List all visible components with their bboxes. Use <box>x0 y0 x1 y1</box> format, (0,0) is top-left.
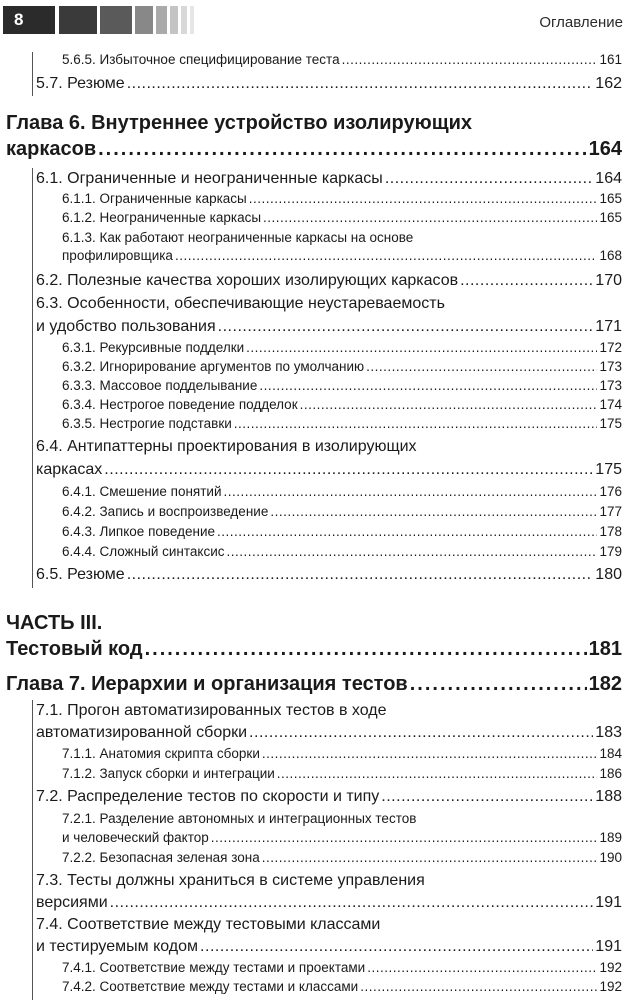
toc-entry[interactable] <box>62 766 622 781</box>
entry-page: 172 <box>599 340 622 355</box>
entry-title: 6.2. Полезные качества хороших изолирующих каркасов <box>36 272 459 289</box>
entry-title: 6.4.1. Смешение понятий <box>62 484 222 499</box>
entry-page: 173 <box>599 378 622 393</box>
header-bar-4 <box>156 6 167 34</box>
toc-entry[interactable] <box>62 397 622 412</box>
leader-dots <box>259 378 597 393</box>
leader-dots <box>104 461 593 479</box>
leader-dots <box>227 544 598 559</box>
entry-title: и тестируемым кодом <box>36 938 199 955</box>
entry-title: 6.4.3. Липкое поведение <box>62 524 216 539</box>
header-bar-1 <box>59 6 97 34</box>
entry-page: 192 <box>599 960 622 975</box>
leader-dots <box>249 724 593 742</box>
leader-dots <box>127 566 594 584</box>
toc-entry[interactable] <box>62 340 622 355</box>
entry-title: 6.1. Ограниченные и неограниченные каркасы <box>36 170 383 187</box>
leader-dots <box>381 788 593 806</box>
leader-dots <box>224 484 598 499</box>
toc-entry[interactable] <box>62 544 622 559</box>
entry-title: 5.6.5. Избыточное специфицирование теста <box>62 52 340 67</box>
leader-dots <box>300 397 598 412</box>
entry-page: 183 <box>595 724 622 741</box>
entry-page: 162 <box>595 75 622 92</box>
entry-page: 161 <box>599 52 622 67</box>
entry-title: каркасов <box>6 138 97 160</box>
toc-part-entry[interactable] <box>6 638 622 661</box>
entry-page: 164 <box>595 170 622 187</box>
toc-entry[interactable] <box>62 504 622 519</box>
indent-rule-3 <box>32 700 33 1000</box>
entry-title-line1[interactable]: 6.1.3. Как работают неограниченные каркасы на основе <box>62 230 414 245</box>
toc-entry[interactable] <box>62 52 622 67</box>
leader-dots <box>367 960 597 975</box>
leader-dots <box>110 894 594 912</box>
leader-dots <box>262 850 598 865</box>
toc-entry[interactable] <box>62 524 622 539</box>
entry-page: 181 <box>588 638 622 660</box>
entry-title: Тестовый код <box>6 638 143 660</box>
entry-title: 6.5. Резюме <box>36 566 125 583</box>
toc-entry[interactable] <box>62 830 622 845</box>
entry-page: 165 <box>599 210 622 225</box>
toc-chapter-entry[interactable] <box>6 673 622 696</box>
entry-title: автоматизированной сборки <box>36 724 248 741</box>
leader-dots <box>127 75 594 93</box>
entry-title: 6.3.5. Нестрогие подставки <box>62 416 232 431</box>
part-title-line1[interactable]: ЧАСТЬ III. <box>6 612 103 634</box>
entry-title: 6.3.1. Рекурсивные подделки <box>62 340 245 355</box>
leader-dots <box>98 138 587 161</box>
entry-page: 175 <box>599 416 622 431</box>
toc-entry[interactable] <box>62 960 622 975</box>
entry-page: 176 <box>599 484 622 499</box>
entry-title: 7.2. Распределение тестов по скорости и типу <box>36 788 380 805</box>
toc-entry[interactable] <box>62 210 622 225</box>
leader-dots <box>385 170 593 188</box>
leader-dots <box>234 416 598 431</box>
entry-title: Глава 7. Иерархии и организация тестов <box>6 673 408 695</box>
entry-title: 6.3.3. Массовое подделывание <box>62 378 258 393</box>
page-number: 8 <box>3 6 55 34</box>
toc-chapter-entry[interactable] <box>6 138 622 161</box>
entry-page: 165 <box>599 191 622 206</box>
entry-page: 188 <box>595 788 622 805</box>
toc-entry[interactable] <box>62 850 622 865</box>
entry-title: 6.3.2. Игнорирование аргументов по умолчанию <box>62 359 365 374</box>
entry-page: 175 <box>595 461 622 478</box>
toc-entry[interactable] <box>36 461 622 479</box>
leader-dots <box>366 359 597 374</box>
entry-page: 168 <box>599 248 622 263</box>
header-bar-7 <box>190 6 194 34</box>
leader-dots <box>262 746 598 761</box>
entry-title: 6.1.2. Неограниченные каркасы <box>62 210 262 225</box>
entry-title: 6.4.4. Сложный синтаксис <box>62 544 225 559</box>
entry-title: 6.4.2. Запись и воспроизведение <box>62 504 269 519</box>
leader-dots <box>460 272 593 290</box>
toc-entry[interactable] <box>62 979 622 994</box>
indent-rule-1 <box>32 52 33 96</box>
entry-title-line1[interactable]: 6.4. Антипаттерны проектирования в изолирующих <box>36 438 417 455</box>
entry-page: 186 <box>599 766 622 781</box>
entry-page: 190 <box>599 850 622 865</box>
toc-entry[interactable] <box>36 566 622 584</box>
toc-entry[interactable] <box>62 416 622 431</box>
leader-dots <box>249 191 598 206</box>
entry-page: 179 <box>599 544 622 559</box>
toc-entry[interactable] <box>62 484 622 499</box>
entry-title: 7.4.1. Соответствие между тестами и проектами <box>62 960 366 975</box>
entry-page: 178 <box>599 524 622 539</box>
toc-entry[interactable] <box>36 724 622 742</box>
leader-dots <box>277 766 598 781</box>
toc-entry[interactable] <box>36 318 622 336</box>
entry-title: профилировщика <box>62 248 173 263</box>
toc-entry[interactable] <box>36 894 622 912</box>
entry-page: 192 <box>599 979 622 994</box>
entry-page: 189 <box>599 830 622 845</box>
indent-rule-2 <box>32 168 33 588</box>
leader-dots <box>218 318 594 336</box>
entry-page: 174 <box>599 397 622 412</box>
leader-dots <box>145 638 587 661</box>
toc-entry[interactable] <box>36 272 622 290</box>
toc-entry[interactable] <box>36 938 622 956</box>
entry-title: 7.4.2. Соответствие между тестами и классами <box>62 979 359 994</box>
entry-title: 7.1.2. Запуск сборки и интеграции <box>62 766 275 781</box>
entry-page: 164 <box>588 138 622 160</box>
header-bar-6 <box>181 6 187 34</box>
leader-dots <box>246 340 597 355</box>
entry-page: 182 <box>588 673 622 695</box>
entry-page: 191 <box>595 938 622 955</box>
leader-dots <box>270 504 597 519</box>
entry-page: 184 <box>599 746 622 761</box>
entry-page: 191 <box>595 894 622 911</box>
toc-entry[interactable] <box>62 191 622 206</box>
entry-page: 173 <box>599 359 622 374</box>
toc-entry[interactable] <box>36 788 622 806</box>
entry-title-line1[interactable]: 7.4. Соответствие между тестовыми классами <box>36 916 381 933</box>
entry-page: 171 <box>595 318 622 335</box>
leader-dots <box>200 938 593 956</box>
leader-dots <box>263 210 597 225</box>
entry-page: 177 <box>599 504 622 519</box>
entry-title: и человеческий фактор <box>62 830 209 845</box>
header-bar-3 <box>135 6 153 34</box>
toc-entry[interactable] <box>62 378 622 393</box>
header-bar-2 <box>100 6 132 34</box>
entry-title-line1[interactable]: 7.2.1. Разделение автономных и интеграционных тестов <box>62 811 417 826</box>
entry-title: 7.1.1. Анатомия скрипта сборки <box>62 746 260 761</box>
leader-dots <box>410 673 587 696</box>
entry-title: 6.3.4. Нестрогое поведение подделок <box>62 397 298 412</box>
entry-title: и удобство пользования <box>36 318 216 335</box>
leader-dots <box>211 830 598 845</box>
entry-title-line1[interactable]: 7.1. Прогон автоматизированных тестов в ходе <box>36 702 387 719</box>
entry-title-line1[interactable]: 7.3. Тесты должны храниться в системе управления <box>36 872 425 889</box>
toc-entry[interactable] <box>36 170 622 188</box>
entry-page: 170 <box>595 272 622 289</box>
entry-title: каркасах <box>36 461 103 478</box>
entry-title: версиями <box>36 894 108 911</box>
header-bar-5 <box>170 6 178 34</box>
entry-title: 5.7. Резюме <box>36 75 125 92</box>
entry-title: 7.2.2. Безопасная зеленая зона <box>62 850 260 865</box>
running-title: Оглавление <box>539 14 623 31</box>
leader-dots <box>360 979 597 994</box>
entry-title-line1[interactable]: 6.3. Особенности, обеспечивающие неустареваемость <box>36 295 445 312</box>
toc-entry[interactable] <box>62 248 622 263</box>
chapter-title-line1[interactable]: Глава 6. Внутреннее устройство изолирующих <box>6 112 473 134</box>
leader-dots <box>217 524 597 539</box>
entry-page: 180 <box>595 566 622 583</box>
toc-entry[interactable] <box>36 75 622 93</box>
entry-title: 6.1.1. Ограниченные каркасы <box>62 191 247 206</box>
leader-dots <box>342 52 598 67</box>
toc-entry[interactable] <box>62 746 622 761</box>
leader-dots <box>175 248 598 263</box>
page-header <box>0 0 633 46</box>
toc-entry[interactable] <box>62 359 622 374</box>
